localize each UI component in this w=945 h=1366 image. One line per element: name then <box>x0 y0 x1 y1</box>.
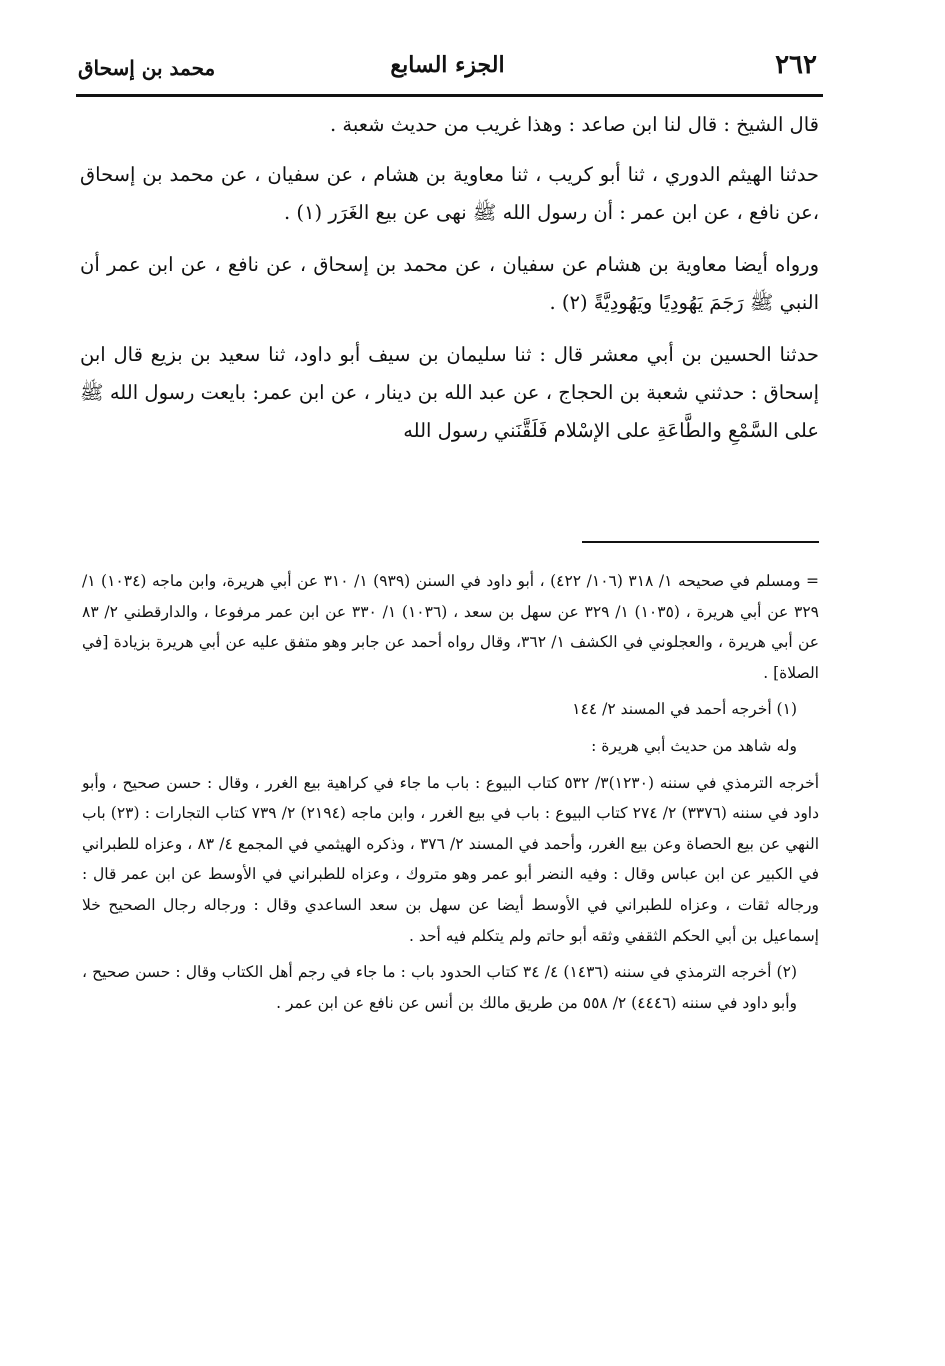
main-text <box>80 106 819 464</box>
footnote-continuation: = ومسلم في صحيحه ١/ ٣١٨ (١٠٦/ ٤٢٢) ، أبو داود في السنن (٩٣٩) ١/ ٣١٠ عن أبي هريرة، وابن ماجه (١٠٣٤) ١/ ٣٢٩ عن أبي هريرة ، (١٠٣٥) ١/ ٣٢٩ عن سهل بن سعد ، (١٠٣٦) ١/ ٣٣٠ عن ابن عمر مرفوعا ، والدارقطني ٢/ ٨٣ عن أبي هريرة ، والعجلوني في الكشف ١/ ٣٦٢، وقال رواه أحمد عن جابر وهو متفق عليه عن أبي هريرة بزيادة [في الصلاة] . <box>82 572 820 682</box>
footnote-1-witness: وله شاهد من حديث أبي هريرة : <box>591 736 797 755</box>
footnote-2: (٢) أخرجه الترمذي في سننه (١٤٣٦) ٤/ ٣٤ كتاب الحدود باب : ما جاء في رجم أهل الكتاب وقال : حسن صحيح ، وأبو داود في سننه (٤٤٤٦) ٢/ ٥٥٨ من طريق مالك بن أنس عن نافع عن ابن عمر . <box>82 963 797 1012</box>
header-rule <box>76 94 823 97</box>
page-number: ٢٦٢ <box>775 50 817 80</box>
running-author: محمد بن إسحاق <box>78 56 216 80</box>
main-paragraph: ورواه أيضا معاوية بن هشام عن سفيان ، عن محمد بن إسحاق ، عن نافع ، عن ابن عمر أن النبي ﷺ رَجَمَ يَهُودِيًا ويَهُودِيَّةً (٢) . <box>80 253 819 314</box>
main-paragraph: حدثنا الهيثم الدوري ، ثنا أبو كريب ، ثنا معاوية بن هشام ، عن سفيان ، عن محمد بن إسحاق ،عن نافع ، عن ابن عمر : أن رسول الله ﷺ نهى عن بيع الغَرَر (١) . <box>80 163 819 224</box>
footnote-1-sources: أخرجه الترمذي في سننه (١٢٣٠)٣/ ٥٣٢ كتاب البيوع : باب ما جاء في كراهية بيع الغرر ، وقال : حسن صحيح ، وأبو داود في سننه (٣٣٧٦) ٢/ ٢٧٤ كتاب البيوع : باب في بيع الغرر ، وابن ماجه (٢١٩٤) ٢/ ٧٣٩ كتاب التجارات : (٢٣) باب النهي عن بيع الحصاة وعن بيع الغرر، وأحمد في المسند ٢/ ٣٧٦ ، وذكره الهيثمي في المجمع ٤/ ٨٣ ، وعزاه للطبراني في الكبير عن ابن عباس وقال : وفيه النضر أبو عمر وهو متروك ، وعزاه للطبراني في الأوسط عن ابن عمر قال : ورجاله ثقات ، وعزاه للطبراني في الأوسط أيضا عن سهل بن سعد الساعدي وقال : ورجاله رجال الصحيح خلا إسماعيل بن أبي الحكم الثقفي وثقه أبو حاتم ولم يتكلم فيه أحد . <box>82 773 820 945</box>
main-paragraph: حدثنا الحسين بن أبي معشر قال : ثنا سليمان بن سيف أبو داود، ثنا سعيد بن بزيع قال ابن إسحاق : حدثني شعبة بن الحجاج ، عن عبد الله بن دينار ، عن ابن عمر: بايعت رسول الله ﷺ على السَّمْعِ والطَّاعَةِ على الإسْلام فَلَقَّنَني رسول الله <box>80 343 819 442</box>
footnote-1: (١) أخرجه أحمد في المسند ٢/ ١٤٤ <box>572 700 797 719</box>
footnotes <box>82 566 819 1018</box>
main-paragraph: قال الشيخ : قال لنا ابن صاعد : وهذا غريب من حديث شعبة . <box>330 113 819 136</box>
page-header <box>78 48 817 92</box>
footnote-separator <box>582 541 819 543</box>
volume-title: الجزء السابع <box>390 52 505 78</box>
